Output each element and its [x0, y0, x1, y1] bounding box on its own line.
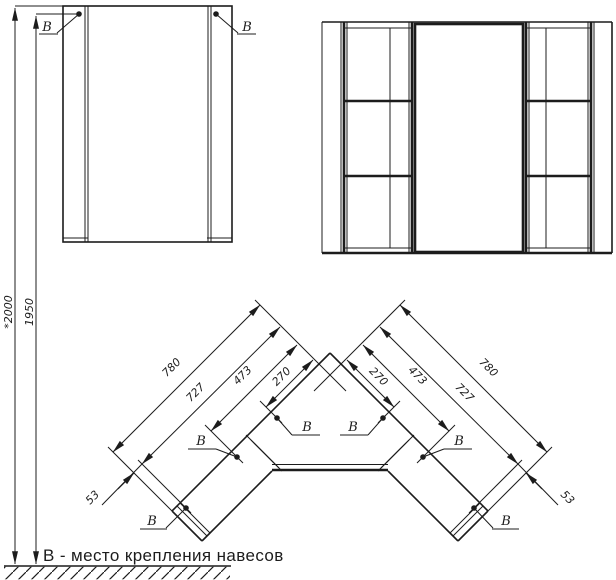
height-dim-mount-label: 1950: [23, 298, 36, 326]
cabinet-front-edge: [202, 471, 272, 541]
plan-dim-473-left-label: 473: [230, 363, 255, 388]
corner-plan-view: [83, 300, 577, 541]
panel-front-view: [39, 6, 256, 242]
corner-panel-line: [254, 443, 282, 471]
mount-callout-label: В: [302, 420, 312, 435]
mount-callout-label: В: [242, 20, 252, 35]
callout-leader: [57, 14, 79, 33]
plan-dim-473-right-label: 473: [405, 363, 430, 388]
callout-leader: [277, 418, 292, 435]
plan-dim-727-left-label: 727: [183, 380, 208, 405]
dim-line-473-left: [211, 345, 297, 431]
mount-callout-label: В: [42, 20, 52, 35]
dim-line-727-right: [380, 327, 518, 464]
extension-line: [255, 300, 346, 391]
wardrobe-door: [415, 24, 523, 252]
plan-dim-727-right-label: 727: [452, 380, 477, 405]
dim-arrow-53-right: [526, 473, 542, 489]
dim-line-727-left: [142, 327, 280, 464]
ground-hatching: [4, 567, 230, 580]
callout-leader: [166, 508, 186, 528]
floor-hatch: [4, 566, 231, 579]
plan-dim-270-right-label: 270: [366, 364, 391, 389]
legend-caption: В - место крепления навесов: [43, 546, 284, 565]
plan-dim-53-left-label: 53: [82, 487, 103, 508]
plan-dim-270-left-label: 270: [269, 364, 294, 389]
dim-arrow-53-left: [118, 473, 134, 489]
mount-callout-label: В: [147, 514, 157, 529]
extension-line: [469, 460, 522, 513]
mount-callout-label: В: [501, 514, 511, 529]
extension-line: [314, 300, 405, 391]
extension-line: [108, 447, 172, 511]
corner-panel-line: [378, 443, 406, 471]
dim-line-270-right: [347, 360, 394, 407]
mount-callout-label: В: [196, 434, 206, 449]
plan-dim-780-right-label: 780: [476, 355, 501, 380]
mount-callout-label: В: [454, 434, 464, 449]
plan-dim-53-right-label: 53: [557, 487, 578, 508]
dim-line-473-right: [363, 345, 449, 431]
callout-leader: [474, 508, 493, 528]
callout-leader: [368, 418, 383, 435]
extension-line: [488, 447, 552, 511]
callout-leader: [216, 14, 238, 33]
wardrobe-front-view: [322, 22, 612, 253]
extension-line: [138, 460, 191, 513]
plan-dim-780-left-label: 780: [159, 355, 184, 380]
height-dimensions: [2, 6, 77, 564]
cabinet-front-edge: [388, 471, 458, 541]
mount-callout-label: В: [348, 420, 358, 435]
height-dim-total-label: *2000: [2, 295, 15, 329]
